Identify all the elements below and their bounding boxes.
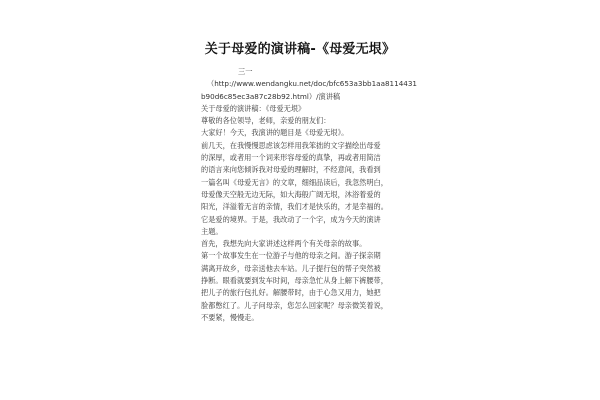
paragraph-line: 它是爱的境界。于是，我改动了一个字，成为今天的演讲 (201, 214, 381, 224)
paragraph-line: 的语言来向您倾诉我对母爱的理解时，不经意间，我看到 (201, 165, 381, 175)
greeting-line: 大家好！今天，我演讲的题目是《母爱无垠》。 (201, 128, 349, 138)
paragraph-line: 挣断。眼看就要到发车时间，母亲急忙从身上解下裤腰带， (201, 276, 388, 286)
paragraph-line: 不要紧，慢慢走。 (201, 312, 259, 322)
paragraph-line: 首先，我想先向大家讲述这样两个有关母亲的故事。 (201, 239, 367, 249)
paragraph-line: 一篇名叫《母爱无言》的文章，细细品读后，我忽然明白， (201, 177, 388, 187)
paragraph-line: 前几天，在我慢慢思虑该怎样用我笨拙的文字描绘出母爱 (201, 140, 381, 150)
paragraph-line: 满离开故乡，母亲送他去车站。儿子提行包的帮子突然被 (201, 263, 381, 273)
paragraph-line: 的深厚，或者用一个词来形容母爱的真挚，再或者用简洁 (201, 153, 381, 163)
author-line: 三一 (238, 67, 253, 76)
paragraph-line: 阳光，洋溢着无言的亲情，我们才是快乐的，才是幸福的。 (201, 202, 388, 212)
subtitle-line: 关于母爱的演讲稿：《母爱无垠》 (201, 103, 306, 113)
paragraph-line: 第一个故事发生在一位游子与他的母亲之间。游子探亲期 (201, 251, 381, 261)
salutation-line: 尊敬的各位领导，老师，亲爱的朋友们： (201, 116, 331, 126)
source-url-line-1: （http://www.wendangku.net/doc/bfc653a3bb1aa8114431 (207, 79, 417, 89)
document-title: 关于母爱的演讲稿-《母爱无垠》 (204, 42, 396, 57)
document-body (201, 66, 421, 324)
paragraph-line: 把儿子的旅行包扎好。解腰带时，由于心急又用力，她把 (201, 288, 381, 298)
paragraph-line: 母爱像天空般无边无际，如大海般广阔无垠，沐浴着爱的 (201, 189, 381, 199)
paragraph-line: 脸都憋红了。儿子问母亲，您怎么回家呢？母亲微笑着说， (201, 300, 388, 310)
paragraph-line: 主题。 (201, 226, 223, 236)
source-url-line-2: b90d6c85ec3a87c28b92.html）/演讲稿 (201, 91, 341, 101)
